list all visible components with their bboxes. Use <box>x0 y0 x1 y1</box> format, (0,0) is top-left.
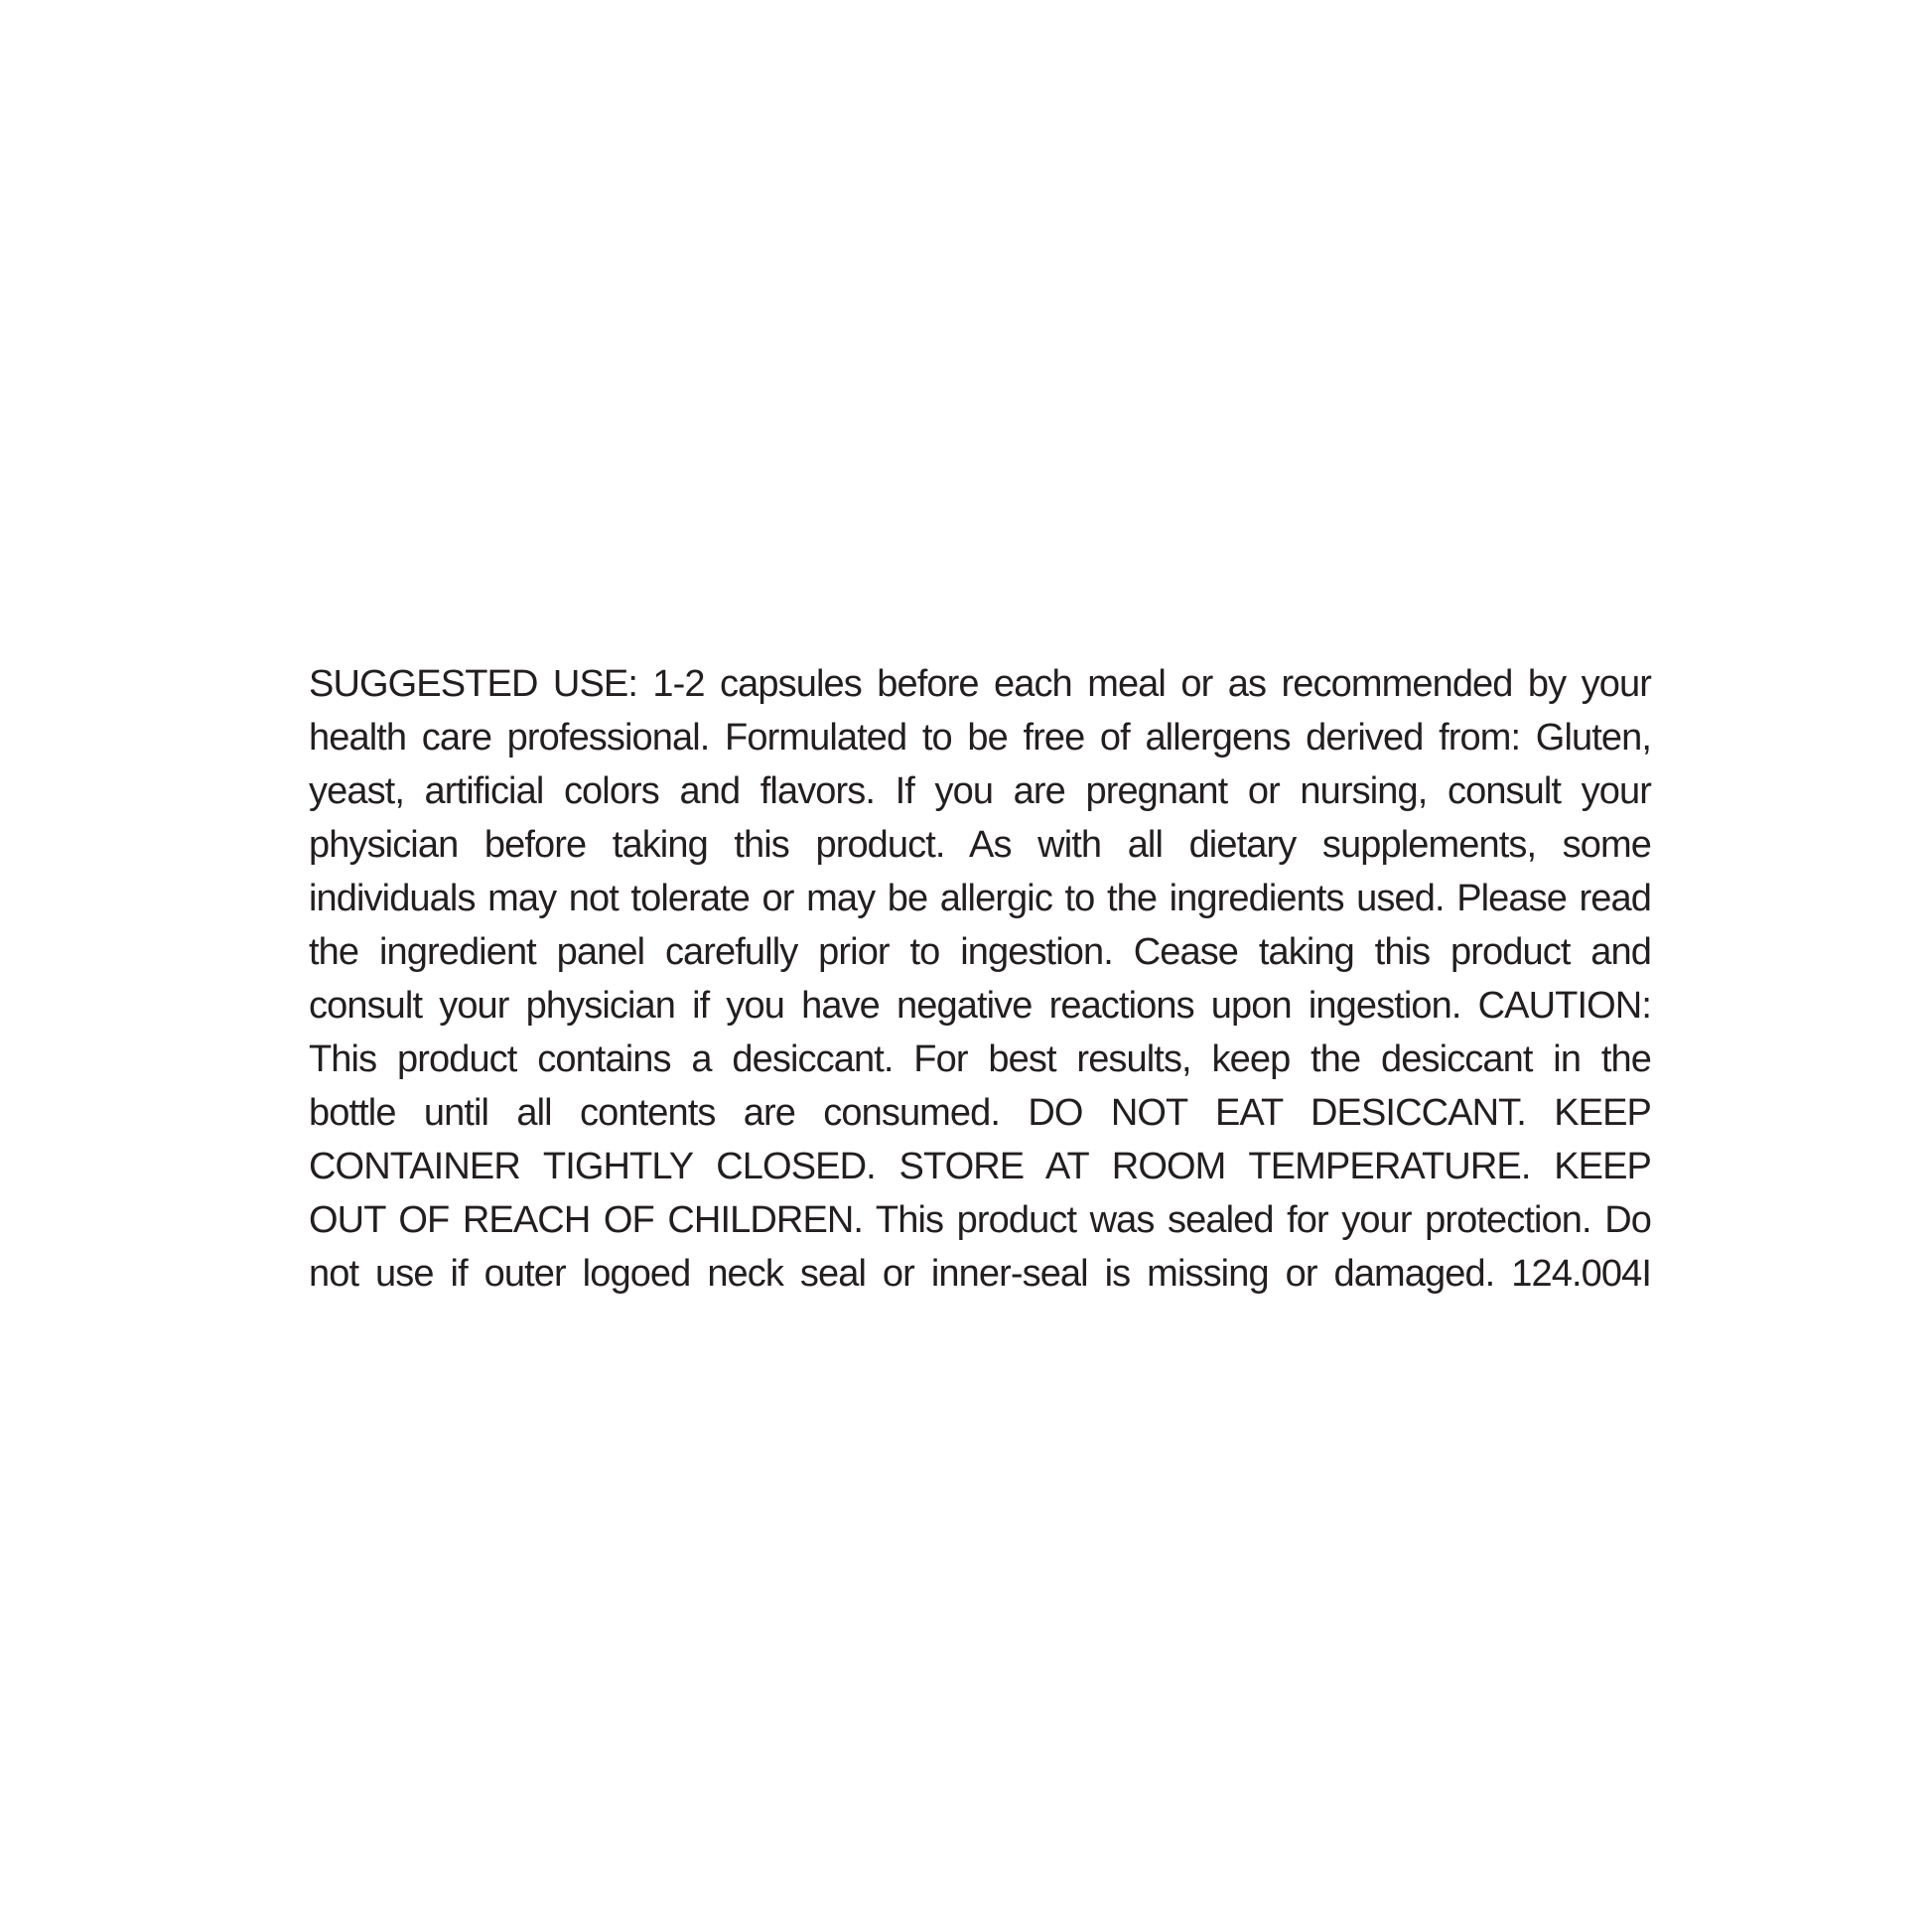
label-line-4: physician before taking this product. As with all dietary supplements, some <box>309 824 1651 866</box>
label-line-12 <box>309 1247 1651 1301</box>
label-line-9: bottle until all contents are consumed. DO NOT EAT DESICCANT. KEEP <box>309 1092 1651 1134</box>
label-line-6: the ingredient panel carefully prior to ingestion. Cease taking this product and <box>309 931 1651 973</box>
label-line-7: consult your physician if you have negative reactions upon ingestion. CAUTION: <box>309 985 1651 1027</box>
label-line-12-text: not use if outer logoed neck seal or inner-seal is missing or damaged. <box>309 1253 1495 1295</box>
label-line-3: yeast, artificial colors and flavors. If you are pregnant or nursing, consult your <box>309 770 1651 812</box>
lot-code: 124.004I <box>1511 1253 1651 1295</box>
label-line-5: individuals may not tolerate or may be allergic to the ingredients used. Please read <box>309 878 1651 919</box>
label-line-2: health care professional. Formulated to be free of allergens derived from: Gluten, <box>309 717 1651 759</box>
label-line-11: OUT OF REACH OF CHILDREN. This product was sealed for your protection. Do <box>309 1199 1651 1241</box>
label-line-8: This product contains a desiccant. For best results, keep the desiccant in the <box>309 1038 1651 1080</box>
label-line-1: SUGGESTED USE: 1-2 capsules before each meal or as recommended by your <box>309 663 1651 705</box>
suggested-use-text-block <box>309 657 1651 1301</box>
label-line-10: CONTAINER TIGHTLY CLOSED. STORE AT ROOM TEMPERATURE. KEEP <box>309 1146 1651 1187</box>
